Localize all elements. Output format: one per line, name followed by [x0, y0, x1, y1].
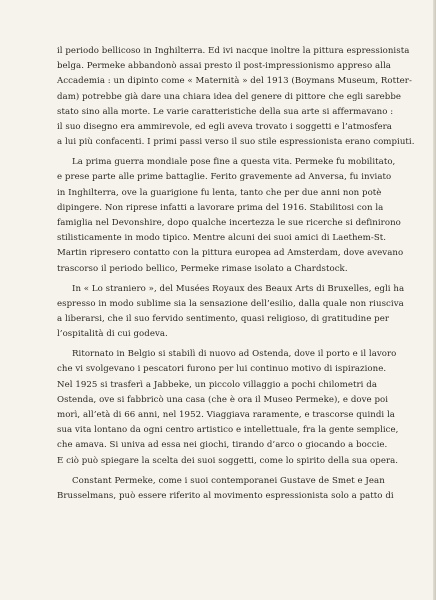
text-line: il periodo bellicoso in Inghilterra. Ed ivi nacque inoltre la pittura espressionista	[57, 46, 410, 56]
text-line: famiglia nel Devonshire, dopo qualche incertezza le sue ricerche si definirono	[57, 217, 401, 228]
text-line: La prima guerra mondiale pose fine a questa vita. Permeke fu mobilitato,	[72, 157, 396, 168]
text-line: trascorso il periodo bellico, Permeke rimase isolato a Chardstock.	[57, 263, 348, 274]
text-line: E ciò può spiegare la scelta dei suoi soggetti, come lo spirito della sua opera.	[57, 455, 399, 466]
text-line: stato sino alla morte. Le varie caratteristiche della sua arte si affermavano :	[57, 106, 394, 117]
text-line: Accademia : un dipinto come « Maternità » del 1913 (Boymans Museum, Rotter-	[57, 76, 412, 87]
paragraph	[57, 44, 415, 150]
text-line: in Inghilterra, ove la guarigione fu lenta, tanto che per due anni non potè	[57, 187, 382, 198]
text-line: dipingere. Non riprese infatti a lavorare prima del 1916. Stabilitosi con la	[57, 202, 384, 213]
text-line: dam) potrebbe già dare una chiara idea del genere di pittore che egli sarebbe	[57, 91, 402, 102]
text-line: a lui più confacenti. I primi passi verso il suo stile espressionista erano compiuti.	[57, 137, 415, 148]
text-line: morì, all’età di 66 anni, nel 1952. Viaggiava raramente, e trascorse quindi la	[57, 409, 395, 420]
text-line: Ostenda, ove si fabbricò una casa (che è ora il Museo Permeke), e dove poi	[57, 394, 389, 405]
text-line: Ritornato in Belgio si stabilì di nuovo ad Ostenda, dove il porto e il lavoro	[72, 349, 397, 360]
text-line: a liberarsi, che il suo fervido sentimento, quasi religioso, di gratitudine per	[57, 313, 389, 324]
text-line: sua vita lontano da ogni centro artistico e intellettuale, fra la gente semplice,	[57, 425, 399, 436]
paragraph	[57, 282, 405, 343]
text-line: Nel 1925 si trasferì a Jabbeke, un piccolo villaggio a pochi chilometri da	[57, 379, 377, 390]
text-line: l’ospitalità di cui godeva.	[57, 329, 168, 340]
text-line: che vi svolgevano i pescatori furono per lui continuo motivo di ispirazione.	[57, 364, 387, 375]
paragraph	[57, 155, 404, 277]
text-line: e prese parte alle prime battaglie. Ferito gravemente ad Anversa, fu inviato	[57, 172, 392, 183]
text-line: Martin ripresero contatto con la pittura europea ad Amsterdam, dove avevano	[57, 248, 404, 259]
text-line: In « Lo straniero », del Musées Royaux des Beaux Arts di Bruxelles, egli ha	[72, 283, 405, 294]
text-line: Constant Permeke, come i suoi contemporanei Gustave de Smet e Jean	[72, 475, 385, 486]
text-line: espresso in modo sublime sia la sensazione dell’esilio, dalla quale non riusciva	[57, 298, 404, 309]
text-line: belga. Permeke abbandonò assai presto il post-impressionismo appreso alla	[57, 61, 391, 72]
text-line: il suo disegno era ammirevole, ed egli aveva trovato i soggetti e l’atmosfera	[57, 121, 392, 132]
text-line: Brusselmans, può essere riferito al movimento espressionista solo a patto di	[57, 490, 394, 501]
text-line: stilisticamente in modo tipico. Mentre alcuni dei suoi amici di Laethem-St.	[57, 233, 387, 244]
body-text	[57, 44, 415, 509]
text-line: che amava. Si univa ad essa nei giochi, tirando d’arco o giocando a boccie.	[57, 440, 388, 451]
paragraph	[57, 474, 394, 504]
paragraph	[57, 347, 399, 469]
